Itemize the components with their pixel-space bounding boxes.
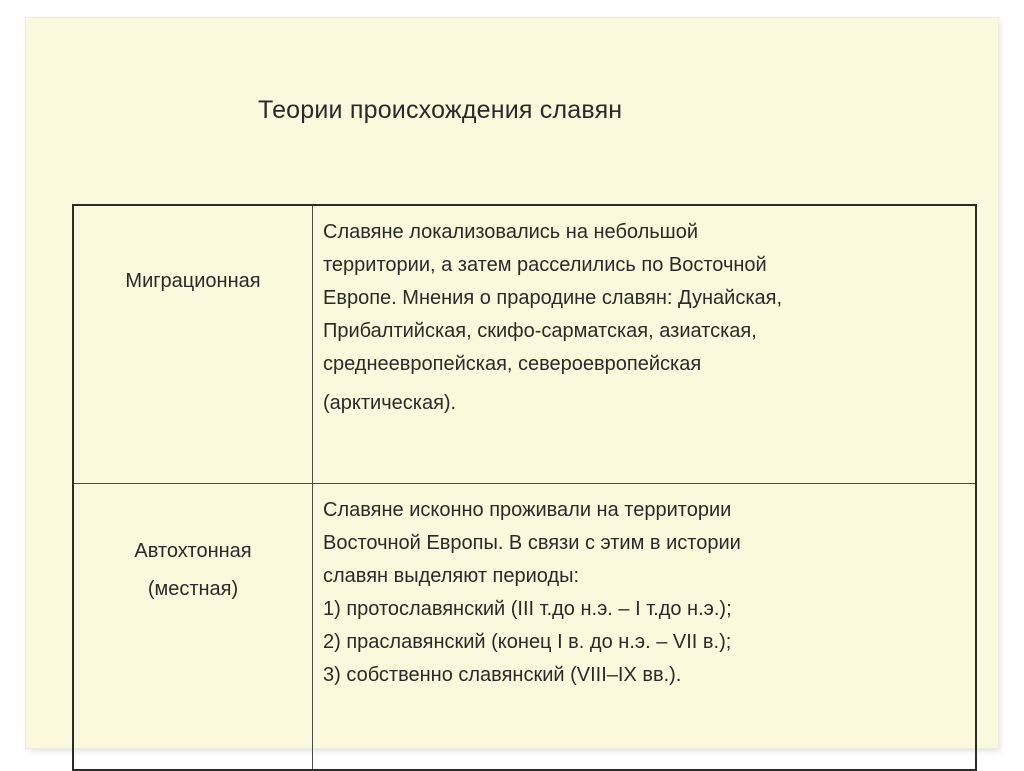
- table-row: [73, 205, 976, 484]
- theory-name-cell: [73, 484, 313, 771]
- description-line: Восточной Европы. В связи с этим в истории: [323, 532, 741, 554]
- theory-name: Автохтонная: [134, 540, 252, 562]
- description-line: (арктическая).: [323, 392, 457, 414]
- theory-name-cell: [73, 205, 313, 484]
- period-item: 2) праславянский (конец I в. до н.э. – VII в.);: [323, 631, 732, 653]
- theory-description-cell: [313, 484, 977, 771]
- description-line: Европе. Мнения о прародине славян: Дунайская,: [323, 287, 783, 309]
- description-line: славян выделяют периоды:: [323, 565, 580, 587]
- description-line: Славяне локализовались на небольшой: [323, 221, 699, 243]
- slide-title: Теории происхождения славян: [258, 96, 623, 124]
- theory-name: Миграционная: [125, 270, 261, 292]
- period-item: 1) протославянский (III т.до н.э. – I т.до н.э.);: [323, 598, 732, 620]
- description-line: Славяне исконно проживали на территории: [323, 499, 732, 521]
- theory-name-subtitle: (местная): [147, 578, 239, 600]
- table-row: [73, 484, 976, 771]
- description-line: Прибалтийская, скифо-сарматская, азиатская,: [323, 320, 757, 342]
- description-line: территории, а затем расселились по Восточной: [323, 254, 767, 276]
- theory-description-cell: [313, 205, 977, 484]
- slide: [26, 18, 998, 748]
- description-line: среднеевропейская, североевропейская: [323, 353, 702, 375]
- period-item: 3) собственно славянский (VIII–IX вв.).: [323, 664, 682, 686]
- theories-table: [72, 204, 977, 771]
